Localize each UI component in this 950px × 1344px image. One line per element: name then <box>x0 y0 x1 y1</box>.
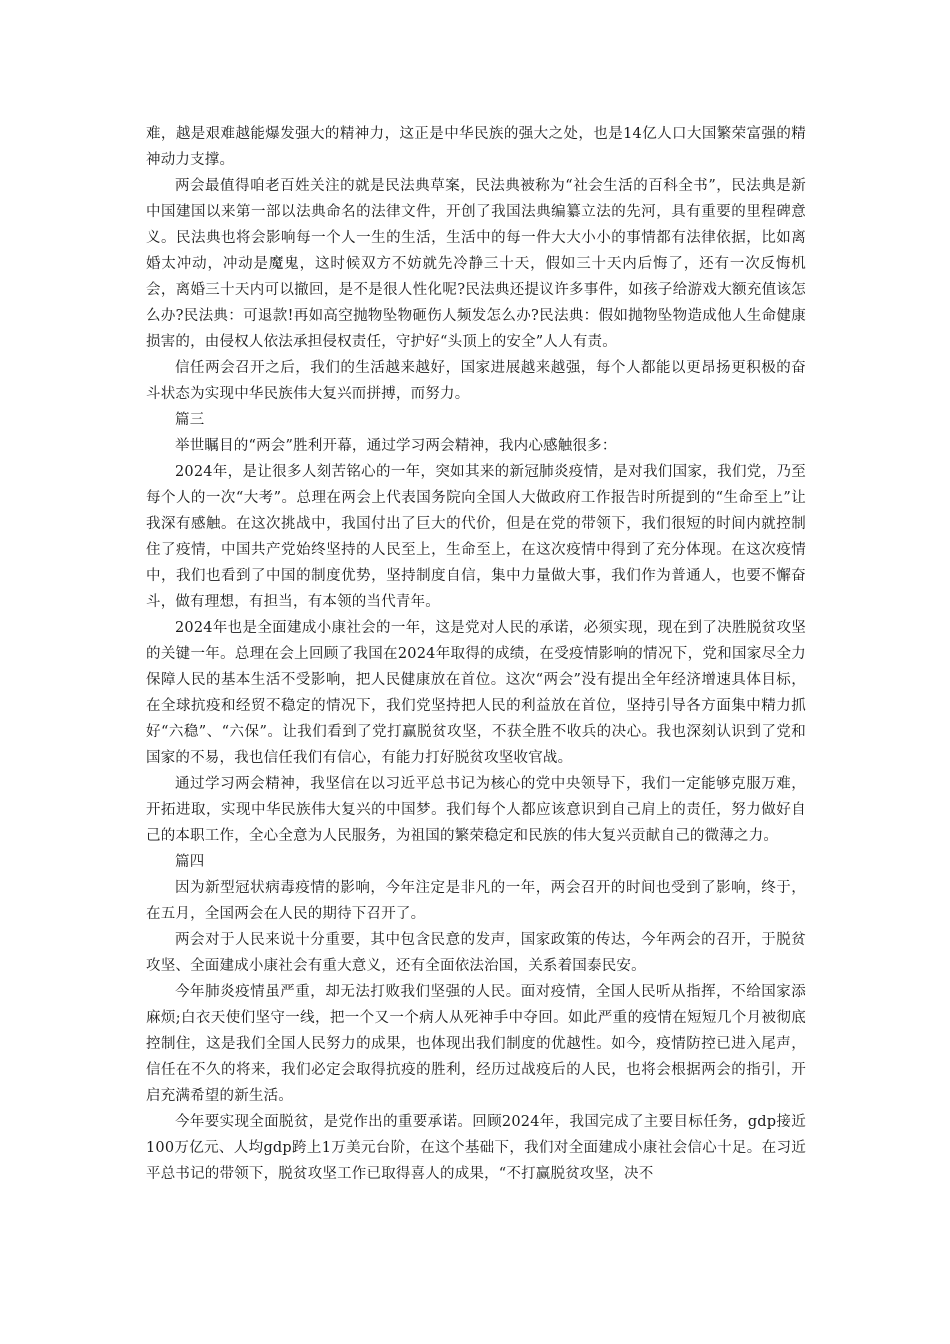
section-heading-4: 篇四 <box>175 854 205 870</box>
paragraph-pneumonia: 今年肺炎疫情虽严重，却无法打败我们坚强的人民。面对疫情，全国人民听从指挥，不给国家添麻烦;白衣天使们坚守一线，把一个又一个病人从死神手中夺回。如此严重的疫情在短短几个月被彻底控制住，这是我们全国人民努力的成果，也体现出我们制度的优越性。如今，疫情防控已进入尾声，信任在不久的将来，我们必定会取得抗疫的胜利，经历过战疫后的人民，也将会根据两会的指引，开启充满希望的新生活。 <box>146 984 806 1104</box>
paragraph-continued: 难，越是艰难越能爆发强大的精神力，这正是中华民族的强大之处，也是14亿人口大国繁荣富强的精神动力支撑。 <box>146 126 806 168</box>
paragraph-poverty: 今年要实现全面脱贫，是党作出的重要承诺。回顾2024年，我国完成了主要目标任务，gdp接近100万亿元、人均gdp跨上1万美元台阶，在这个基础下，我们对全面建成小康社会信心十足。在习近平总书记的带领下，脱贫攻坚工作已取得喜人的成果，“不打赢脱贫攻坚，决不 <box>146 1114 806 1182</box>
document-body <box>146 121 806 1187</box>
paragraph-trust-two-sessions: 信任两会召开之后，我们的生活越来越好，国家进展越来越强，每个人都能以更昂扬更积极的奋斗状态为实现中华民族伟大复兴而拼搏，而努力。 <box>146 360 806 402</box>
paragraph-civil-code: 两会最值得咱老百姓关注的就是民法典草案，民法典被称为“社会生活的百科全书”，民法典是新中国建国以来第一部以法典命名的法律文件，开创了我国法典编纂立法的先河，具有重要的里程碑意义。民法典也将会影响每一个人一生的生活，生活中的每一件大大小小的事情都有法律依据，比如离婚太冲动，冲动是魔鬼，这时候双方不妨就先冷静三十天，假如三十天内后悔了，还有一次反悔机会，离婚三十天内可以撤回，是不是很人性化呢?民法典还提议许多事件，如孩子给游戏大额充值该怎么办?民法典：可退款!再如高空抛物坠物砸伤人频发怎么办?民法典：假如抛物坠物造成他人生命健康损害的，由侵权人依法承担侵权责任，守护好“头顶上的安全”人人有责。 <box>146 178 806 350</box>
paragraph-importance: 两会对于人民来说十分重要，其中包含民意的发声，国家政策的传达，今年两会的召开，于脱贫攻坚、全面建成小康社会有重大意义，还有全面依法治国，关系着国泰民安。 <box>146 932 806 974</box>
paragraph-opening: 举世瞩目的“两会”胜利开幕，通过学习两会精神，我内心感触很多： <box>175 438 617 454</box>
paragraph-xiaokang: 2024年也是全面建成小康社会的一年，这是党对人民的承诺，必须实现，现在到了决胜脱贫攻坚的关键一年。总理在会上回顾了我国在2024年取得的成绩，在受疫情影响的情况下，党和国家尽全力保障人民的基本生活不受影响，把人民健康放在首位。这次“两会”没有提出全年经济增速具体目标，在全球抗疫和经贸不稳定的情况下，我们党坚持把人民的利益放在首位，坚持引导各方面集中精力抓好“六稳”、“六保”。让我们看到了党打赢脱贫攻坚，不获全胜不收兵的决心。我也深刻认识到了党和国家的不易，我也信任我们有信心，有能力打好脱贫攻坚收官战。 <box>146 620 806 766</box>
section-heading-3: 篇三 <box>175 412 205 428</box>
paragraph-covid-impact: 因为新型冠状病毒疫情的影响，今年注定是非凡的一年，两会召开的时间也受到了影响，终于，在五月，全国两会在人民的期待下召开了。 <box>146 880 806 922</box>
paragraph-conclusion-3: 通过学习两会精神，我坚信在以习近平总书记为核心的党中央领导下，我们一定能够克服万难，开拓进取，实现中华民族伟大复兴的中国梦。我们每个人都应该意识到自己肩上的责任，努力做好自己的本职工作，全心全意为人民服务，为祖国的繁荣稳定和民族的伟大复兴贡献自己的微薄之力。 <box>146 776 806 844</box>
paragraph-2024-exam: 2024年，是让很多人刻苦铭心的一年，突如其来的新冠肺炎疫情，是对我们国家，我们党，乃至每个人的一次“大考”。总理在两会上代表国务院向全国人大做政府工作报告时所提到的“生命至上”让我深有感触。在这次挑战中，我国付出了巨大的代价，但是在党的带领下，我们很短的时间内就控制住了疫情，中国共产党始终坚持的人民至上，生命至上，在这次疫情中得到了充分体现。在这次疫情中，我们也看到了中国的制度优势，坚持制度自信，集中力量做大事，我们作为普通人，也要不懈奋斗，做有理想，有担当，有本领的当代青年。 <box>146 464 806 610</box>
